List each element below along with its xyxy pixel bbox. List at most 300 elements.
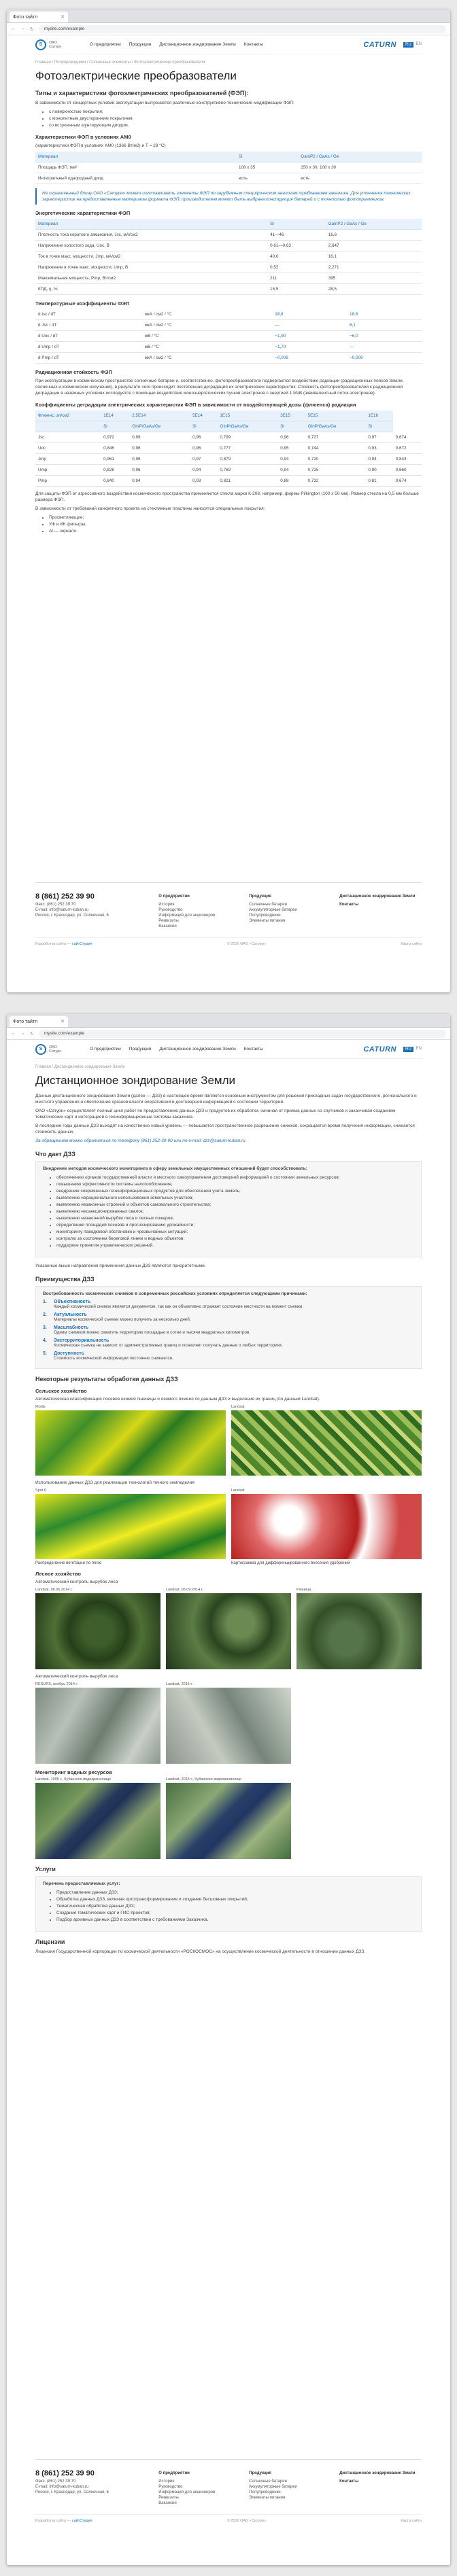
list-item: • определению площадей посевов и прогнозированию урожайности;	[56, 1222, 414, 1228]
section-text: Лицензия Государственной корпорации по космической деятельности «РОСКОСМОС» на осуществление космической деятельности в отношении данных ДЗЗ.	[35, 1949, 366, 1954]
list-item: • обеспечению органов государственной власти и местного самоуправления достоверной информацией о состоянии земельных ресурсов;	[56, 1174, 414, 1181]
browser-tab[interactable]	[10, 12, 68, 22]
image-caption: Landsat	[231, 1489, 245, 1493]
col-header: 1E16	[365, 411, 392, 421]
box-lead: Перечень предоставляемых услуг:	[43, 1881, 120, 1886]
col-header: 5E15	[305, 411, 366, 421]
list-item: • УФ и ИК фильтры;	[49, 521, 422, 527]
table-cell: 0,94	[277, 454, 305, 465]
image-caption: Разница	[297, 1588, 311, 1592]
energy-table	[35, 219, 422, 295]
footer-link[interactable]: История	[158, 903, 175, 907]
footer-link[interactable]: Аккумуляторные батареи	[249, 2485, 297, 2489]
table-row	[35, 273, 422, 284]
table-cell: 0,725	[305, 465, 366, 476]
table-cell: 0,96	[277, 432, 305, 443]
satellite-image[interactable]	[231, 1410, 422, 1476]
col-header: 2,5E14	[129, 411, 190, 421]
box-lead: Востребованность космических снимков в современных российских условиях определяется следующими причинами:	[43, 1291, 307, 1296]
back-icon[interactable]: ←	[11, 27, 16, 31]
table-row	[35, 262, 422, 273]
table-cell: мкА / см2 / °C	[142, 320, 273, 331]
table-cell: 0,674	[393, 432, 422, 443]
table-cell: 0,720	[305, 454, 366, 465]
table-row	[35, 476, 422, 487]
table-row	[35, 432, 422, 443]
col-header: GaInP2 / GaAs / Ge	[326, 219, 422, 230]
satellite-image[interactable]	[35, 1410, 226, 1476]
table-cell: d Ump / dT	[35, 342, 142, 353]
list-item: • Создание тематических карт и ГИС-проектов;	[56, 1910, 414, 1916]
table-cell: 0,95	[277, 443, 305, 454]
site-footer	[35, 882, 422, 929]
table-cell: 0,660	[393, 465, 422, 476]
info-note: Не ограниченный длину ОАО «Сатурн» может изготавливать элементы ФЭП по зарубежным специфическим аналогам требованиям заказчика. Для уточнения технических характеристик на предоставленные материалы формата ФЭП, производителем может быть выбрана конструкция батарей и с точностью фотоприемников.	[35, 188, 422, 205]
table-cell: 0,727	[305, 432, 366, 443]
table-cell: Jsc	[35, 432, 101, 443]
table-cell: Ток в точке макс. мощности, Jmp, мА/см2	[35, 251, 267, 262]
box-lead: Внедрение методов космического мониторинга в сферу земельных имущественных отношений будет способствовать:	[43, 1166, 307, 1171]
close-icon[interactable]: ✕	[61, 15, 65, 20]
footer-phone[interactable]: 8 (861) 252 39 90	[35, 892, 95, 901]
footer-fax: Факс: (861) 252 39 70	[35, 2479, 76, 2484]
table-cell: Интегральный однородный диод	[35, 173, 236, 184]
satellite-image[interactable]	[35, 1783, 160, 1859]
top-nav	[35, 1040, 422, 1059]
lang-en[interactable]: EN	[416, 1046, 422, 1051]
nav-link-about[interactable]: О предприятии	[90, 42, 121, 47]
category-title: Мониторинг водных ресурсов	[35, 1769, 112, 1775]
dev-label: Разработка сайта —	[35, 2519, 71, 2523]
advantages-box	[35, 1286, 422, 1369]
table-cell: 0,96	[129, 443, 190, 454]
footer-link[interactable]: Информация для акционеров	[158, 2490, 216, 2494]
table-cell: есть	[236, 173, 298, 184]
tab-title: Фото тайтл	[13, 14, 38, 20]
table-cell: 0,52	[267, 262, 326, 273]
table-row	[35, 162, 422, 173]
footer-col-title[interactable]: Контакты	[339, 903, 359, 907]
list-item: • внедрению современных геоинформационных продуктов для обеспечения учета земель;	[56, 1188, 414, 1194]
forward-icon[interactable]: →	[20, 1031, 25, 1036]
table-cell: 16,6	[326, 230, 422, 241]
section-text: Указанные выше направления применения данных ДЗЗ являются приоритетными.	[35, 1264, 206, 1268]
satellite-image[interactable]	[297, 1593, 422, 1669]
footer-link[interactable]: Информация для акционеров	[158, 913, 216, 918]
footer-bottom	[35, 2514, 422, 2527]
dev-link[interactable]: сайтСтудия	[71, 2519, 92, 2523]
table-cell: Площадь ФЭП, мм²	[35, 162, 236, 173]
site-logo[interactable]	[35, 1043, 83, 1056]
table-cell: —	[347, 342, 422, 353]
footer-link[interactable]: История	[158, 2479, 175, 2484]
section-title: Некоторые результаты обработки данных ДЗЗ	[35, 1376, 178, 1382]
advantage-item	[43, 1300, 414, 1310]
image-caption: Modis	[35, 1405, 46, 1409]
satellite-image[interactable]	[231, 1494, 422, 1559]
table-cell: 0,96	[129, 454, 190, 465]
image-caption: Landsat, 06.06.2014 г.	[35, 1588, 73, 1592]
table-cell: 0,93	[365, 443, 392, 454]
table-cell: Напряжение холостого хода, Uoc, В	[35, 241, 267, 251]
nav-link-contacts[interactable]: Контакты	[243, 42, 263, 47]
table-cell: Максимальная мощность, Pmp, Вт/см2	[35, 273, 267, 284]
table-cell: 0,88	[277, 476, 305, 487]
list-item: • выявлению несанкционированных свалок;	[56, 1208, 414, 1215]
bullet-list	[43, 1890, 414, 1923]
table-cell: 0,879	[217, 454, 277, 465]
col-header: GaInP2 / GaAs / Ge	[298, 152, 422, 162]
list-item: • выявлению нерационального использования земельных участков;	[56, 1195, 414, 1201]
satellite-image[interactable]	[35, 1688, 160, 1764]
advantage-number: 1.	[43, 1300, 47, 1304]
footer-link[interactable]: Солнечные батареи	[249, 903, 287, 907]
table-title: Коэффициенты деградации электрических характеристик ФЭП в зависимости от воздействующей дозы (флюенса) радиации	[35, 402, 356, 408]
table-cell: Напряжение в точке макс. мощности, Ump, В	[35, 262, 267, 273]
table-cell: 0,94	[365, 454, 392, 465]
table-cell: 0,96	[190, 432, 217, 443]
satellite-image[interactable]	[35, 1593, 160, 1669]
footer-link[interactable]: Полупроводники	[249, 913, 281, 918]
table-row	[35, 173, 422, 184]
table-cell: d Uoc / dT	[35, 331, 142, 342]
site-logo[interactable]	[35, 39, 83, 51]
footer-phone[interactable]: 8 (861) 252 39 90	[35, 2469, 95, 2477]
table-cell: 0,97	[190, 454, 217, 465]
table-cell: 0,94	[277, 465, 305, 476]
nav-link-about[interactable]: О предприятии	[90, 1047, 121, 1051]
dev-link[interactable]: сайтСтудия	[71, 942, 92, 946]
table-row	[35, 353, 422, 364]
table-cell: −0,008	[272, 353, 347, 364]
bullet-list	[35, 515, 422, 534]
forward-icon[interactable]: →	[20, 27, 25, 31]
nav-link-products[interactable]: Продукция	[129, 1047, 152, 1051]
table-cell: −1,90	[272, 331, 347, 342]
table-cell: 0,672	[393, 443, 422, 454]
list-item: • Al — зеркало.	[49, 528, 422, 534]
table-cell: 0,821	[217, 476, 277, 487]
section-title: Радиационная стойкость ФЭП	[35, 369, 112, 375]
footer-col-title[interactable]: Контакты	[339, 2479, 359, 2484]
contact-link[interactable]: За обращением можно обратиться по телефону (861) 252-39-90 или по e-mail: dzz@saturn-kuban.ru	[35, 1138, 246, 1143]
address-input[interactable]: mysite.com/example	[39, 25, 446, 33]
what-box	[35, 1161, 422, 1257]
brand-logo[interactable]: CATURN	[363, 1045, 396, 1054]
table-cell: Uoc	[35, 443, 101, 454]
list-item: • с поверхностью покрытия;	[49, 109, 422, 115]
col-header: Si	[190, 421, 217, 432]
image-caption: RESURS, ноябрь 2014 г.	[35, 1682, 78, 1686]
intro-text: В последние годы данные ДЗЗ выходят на качественно новый уровень — повышается пространственное разрешение снимков, сокращается время получения информации, снижается стоимость данных.	[35, 1124, 415, 1134]
table-row	[35, 320, 422, 331]
col-header: Si	[101, 421, 129, 432]
dev-label: Разработка сайта —	[35, 942, 71, 946]
table-cell: 16,1	[326, 251, 422, 262]
footer-col-title[interactable]: Дистанционное зондирование Земли	[339, 2471, 416, 2475]
table-cell: Jmp	[35, 454, 101, 465]
table-cell: Плотность тока короткого замыкания, Jsc, мА/см2	[35, 230, 267, 241]
nav-link-contacts[interactable]: Контакты	[243, 1047, 263, 1051]
site-footer	[35, 2459, 422, 2506]
footer-link[interactable]: Реквизиты	[158, 919, 179, 923]
browser-tab[interactable]	[10, 1016, 68, 1027]
table-cell: 0,93	[190, 476, 217, 487]
services-box	[35, 1876, 422, 1932]
image-caption: Landsat, 2015 г., Кубанское водохранилище	[166, 1777, 242, 1781]
url-bar	[7, 1028, 450, 1040]
logo-text: ОАО Сатурн	[49, 40, 62, 49]
footer-link[interactable]: Элементы питания	[249, 919, 286, 923]
col-header: 3E15	[277, 411, 305, 421]
list-item: • Обработка данных ДЗЗ, включая ортотрансформирование и создание бесшовных покрытий;	[56, 1896, 414, 1902]
advantage-desc: Одним снимком можно охватить территорию площадью в сотни и тысячи квадратных километров.	[54, 1330, 251, 1335]
table-cell: d Jsc / dT	[35, 320, 142, 331]
table-cell: 0,81	[365, 476, 392, 487]
col-header: Материал	[35, 219, 267, 230]
footer-link[interactable]: Аккумуляторные батареи	[249, 908, 297, 912]
advantage-item	[43, 1325, 414, 1336]
list-item: • с монолитным двусторонним покрытием;	[49, 116, 422, 122]
footer-col-title[interactable]: Продукция	[249, 2471, 271, 2475]
temp-coef-table	[35, 309, 422, 364]
col-header	[35, 421, 101, 432]
list-item: • мониторингу паводковой обстановки и чрезвычайных ситуаций;	[56, 1229, 414, 1235]
table-cell: мВ / °C	[142, 331, 273, 342]
image-caption: Landsat	[231, 1405, 245, 1409]
lang-en[interactable]: EN	[416, 41, 422, 46]
col-header: 1E15	[217, 411, 277, 421]
footer-link[interactable]: Элементы питания	[249, 2496, 286, 2500]
footer-col-title[interactable]: Дистанционное зондирование Земли	[339, 894, 416, 899]
list-item: • выявлению незаконных строений и объектов самовольного строительства;	[56, 1202, 414, 1208]
col-header: 1E14	[101, 411, 129, 421]
satellite-image[interactable]	[35, 1494, 226, 1559]
sitemap-link[interactable]: Карта сайта	[401, 942, 422, 946]
table-cell: −1,70	[272, 342, 347, 353]
table-cell: 0,99	[129, 432, 190, 443]
col-header: Si	[236, 152, 298, 162]
lang-ru[interactable]: RU	[403, 1047, 413, 1052]
table-row	[35, 284, 422, 295]
advantage-title: Актуальность	[54, 1312, 87, 1317]
footer-link[interactable]: Реквизиты	[158, 2496, 179, 2500]
footer-link[interactable]: Руководство	[158, 2485, 183, 2489]
section-text: В зависимости от требований конкретного проекта на стеклянные пластины наносятся специальные покрытия:	[35, 506, 265, 511]
list-item: • повышению эффективности системы налогообложения;	[56, 1181, 414, 1187]
table-cell: 28,5	[326, 284, 422, 295]
advantages-list	[43, 1300, 414, 1361]
footer-email[interactable]: E-mail: info@saturn-kuban.ru	[35, 908, 89, 912]
address-input[interactable]: mysite.com/example	[39, 1030, 446, 1038]
table-cell: 0,674	[393, 476, 422, 487]
col-header: Si	[277, 421, 305, 432]
table-cell: 0,90	[365, 465, 392, 476]
footer-link[interactable]: Руководство	[158, 908, 183, 912]
table-cell: 150 х 30, 108 х 30	[298, 162, 422, 173]
nav-link-dzz[interactable]: Дистанционное зондирование Земли	[159, 42, 236, 47]
image-caption: Landsat, 2015 г.	[166, 1682, 193, 1686]
bullet-list	[35, 109, 422, 128]
section-text: При эксплуатации в космическом пространстве солнечные батареи и, соответственно, фотопреобразователи подвергаются воздействию радиации (радиационных поясов Земли, солнечных и космических излучений), в результате чего происходит постепенная деградация их электрических характеристик. Стойкость фотопреобразователей к радиационной деградации в наземных условиях исследуется с помощью воздействия моноэнергетических пучков электронов с энергией 1 МэВ (эквивалентный поток электронов).	[35, 379, 404, 396]
advantage-title: Доступность	[54, 1351, 84, 1356]
table-cell: 0,972	[101, 432, 129, 443]
category-title: Сельское хозяйство	[35, 1388, 87, 1394]
table-cell: 0,846	[101, 443, 129, 454]
section-title: Что дает ДЗЗ	[35, 1151, 75, 1158]
table-cell: d Pmp / dT	[35, 353, 142, 364]
browser-window-1	[7, 10, 450, 992]
footer-link[interactable]: Солнечные батареи	[249, 2479, 287, 2484]
logo-text: ОАО Сатурн	[49, 1045, 62, 1054]
table-cell: 41—46	[267, 230, 326, 241]
image-caption: Spot 6	[35, 1489, 46, 1493]
col-header: 5E14	[190, 411, 217, 421]
top-nav	[35, 35, 422, 54]
advantage-title: Масштабность	[54, 1325, 89, 1330]
list-item: • поддержке принятия управленческих решений.	[56, 1242, 414, 1249]
copyright: © 2016 ОАО «Сатурн»	[226, 2519, 267, 2523]
table-cell: 0,799	[217, 432, 277, 443]
browser-window-2	[7, 1014, 450, 2565]
page-title: Фотоэлектрические преобразователи	[35, 69, 237, 82]
advantage-item	[43, 1312, 414, 1323]
reload-icon[interactable]: ↻	[30, 27, 34, 32]
table-row	[35, 342, 422, 353]
back-icon[interactable]: ←	[11, 1031, 16, 1036]
brand-logo[interactable]: CATURN	[363, 40, 396, 49]
table-cell: 0,97	[365, 432, 392, 443]
list-item: • выявлению незаконной вырубки леса и лесных пожаров;	[56, 1215, 414, 1221]
footer-address: Россия, г. Краснодар, ул. Солнечная, 6	[35, 913, 109, 918]
table-row	[35, 230, 422, 241]
section-title: Типы и характеристики фотоэлектрических преобразователей (ФЭП):	[35, 90, 249, 97]
breadcrumb[interactable]: Главная / Дистанционное зондирование Земли	[35, 1065, 125, 1069]
advantage-desc: Материалы космической съемки можно получить за несколько дней.	[54, 1317, 191, 1322]
satellite-image[interactable]	[166, 1593, 291, 1669]
satellite-image[interactable]	[166, 1783, 291, 1859]
table-cell: мкА / см2 / °C	[142, 353, 273, 364]
table-cell: 2,271	[326, 262, 422, 273]
table-cell: 2,647	[326, 241, 422, 251]
advantage-desc: Космическая съемка не зависит от административных границ и позволяет получать данные о любых территориях.	[54, 1343, 284, 1348]
table-cell: 0,61—0,63	[267, 241, 326, 251]
col-header: Si	[365, 421, 392, 432]
table-cell: Pmp	[35, 476, 101, 487]
footer-address: Россия, г. Краснодар, ул. Солнечная, 6	[35, 2490, 109, 2494]
list-item: • Тематическая обработка данных ДЗЗ;	[56, 1903, 414, 1909]
section-text: Использование данных ДЗЗ для реализации технологий точного земледелия	[35, 1480, 194, 1485]
table-row	[35, 309, 422, 320]
close-icon[interactable]: ✕	[61, 1020, 65, 1024]
bullet-list	[43, 1174, 414, 1249]
table-cell: 0,744	[305, 443, 366, 454]
lang-ru[interactable]: RU	[403, 42, 413, 48]
tab-strip	[7, 10, 450, 23]
table-cell: 0,828	[101, 465, 129, 476]
list-item: • Подбор архивных данных ДЗЗ в соответствии с требованиями Заказчика.	[56, 1917, 414, 1923]
table-cell: −6,0	[347, 331, 422, 342]
table-cell: 0,94	[129, 476, 190, 487]
table-cell: 108 х 35	[236, 162, 298, 173]
url-bar	[7, 23, 450, 35]
tab-title: Фото тайтл	[13, 1019, 38, 1024]
footer-email[interactable]: E-mail: info@saturn-kuban.ru	[35, 2485, 89, 2489]
list-item: • Просветляющие;	[49, 515, 422, 521]
advantage-desc: Каждый космический снимок является документом, так как он объективно отражает состояние местности на момент съемки.	[54, 1304, 304, 1309]
advantage-number: 4.	[43, 1338, 47, 1343]
image-caption: Landsat, 1995 г., Кубанское водохранилище	[35, 1777, 112, 1781]
category-title: Лесное хозяйство	[35, 1571, 81, 1577]
table-cell: 0,732	[305, 476, 366, 487]
logo-icon: S	[35, 39, 46, 50]
footer-fax: Факс: (861) 252 39 70	[35, 903, 76, 907]
image-description: Распределение вегетации по полю	[35, 1561, 102, 1565]
footer-col-title[interactable]: О предприятии	[158, 2471, 190, 2475]
table-title: Температурные коэффициенты ФЭП	[35, 300, 130, 307]
footer-link[interactable]: Полупроводники	[249, 2490, 281, 2494]
table-cell: 18,8	[272, 309, 347, 320]
advantage-title: Экстерриториальность	[54, 1338, 109, 1343]
footer-col-title[interactable]: Продукция	[249, 894, 271, 899]
advantage-number: 3.	[43, 1325, 47, 1330]
section-text: Автоматический контроль вырубок леса	[35, 1674, 118, 1679]
table-cell: 6,1	[347, 320, 422, 331]
nav-link-dzz[interactable]: Дистанционное зондирование Земли	[159, 1047, 236, 1051]
table-cell: 0,96	[190, 443, 217, 454]
col-header: Флюенс, эл/см2	[35, 411, 101, 421]
list-item: • Предоставление данных ДЗЗ;	[56, 1890, 414, 1896]
nav-link-products[interactable]: Продукция	[129, 42, 152, 47]
table-row	[35, 443, 422, 454]
list-item: • контролю за состоянием береговой линии и водных объектов;	[56, 1236, 414, 1242]
intro-text: Данные дистанционного зондирования Земли (далее — ДЗЗ) в настоящее время являются основным инструментом для решения прикладных задач государственного, регионального и местного управления и обеспечения органов власти оперативной и достоверной информацией о состоянии территорий.	[35, 1094, 417, 1104]
image-caption: Landsat, 06.09.2014 г.	[166, 1588, 203, 1592]
footer-link[interactable]: Вакансии	[158, 2501, 177, 2505]
footer-col-title[interactable]: О предприятии	[158, 894, 190, 899]
col-header: GInP/GaAs/Ge	[217, 421, 277, 432]
table-cell: −0,009	[347, 353, 422, 364]
table-title: Характеристики ФЭП в условиях АМ0	[35, 134, 131, 140]
tab-strip	[7, 1014, 450, 1028]
am0-table	[35, 152, 422, 184]
table-cell: 0,777	[217, 443, 277, 454]
page-title: Дистанционное зондирование Земли	[35, 1074, 235, 1087]
table-subtitle: (характеристики ФЭП в условиях АМ0 (1366 Вт/м2) и T = 28 °С)	[35, 143, 166, 148]
table-row	[35, 251, 422, 262]
reload-icon[interactable]: ↻	[30, 1031, 34, 1037]
image-description: Картограмма для дифференцированного внесения удобрений	[231, 1561, 350, 1565]
table-row	[35, 454, 422, 465]
table-cell: мкА / см2 / °C	[142, 309, 273, 320]
advantage-title: Объективность	[54, 1300, 91, 1304]
breadcrumb[interactable]: Главная / Полупроводники / Солнечные элементы / Фотоэлектрические преобразователи	[35, 60, 205, 65]
table-cell: 0,840	[101, 476, 129, 487]
section-title: Преимущества ДЗЗ	[35, 1276, 95, 1283]
table-cell: 18,6	[347, 309, 422, 320]
footer-bottom	[35, 937, 422, 950]
table-cell: 15,5	[267, 284, 326, 295]
sitemap-link[interactable]: Карта сайта	[401, 2519, 422, 2523]
satellite-image[interactable]	[166, 1688, 291, 1764]
table-cell: 0,843	[393, 454, 422, 465]
section-text: Для защиты ФЭП от агрессивного воздействия космического пространства применяются стекла марки К-208, например, фирмы Pilkington (100 х 50 мм). Размер стекла на 0,5 мм больше размера ФЭП.	[35, 491, 419, 502]
footer-link[interactable]: Вакансии	[158, 924, 177, 928]
section-title: Услуги	[35, 1866, 56, 1873]
table-cell: 395	[326, 273, 422, 284]
col-header: GInP/GaAs/Ge	[305, 421, 366, 432]
table-cell: есть	[298, 173, 422, 184]
